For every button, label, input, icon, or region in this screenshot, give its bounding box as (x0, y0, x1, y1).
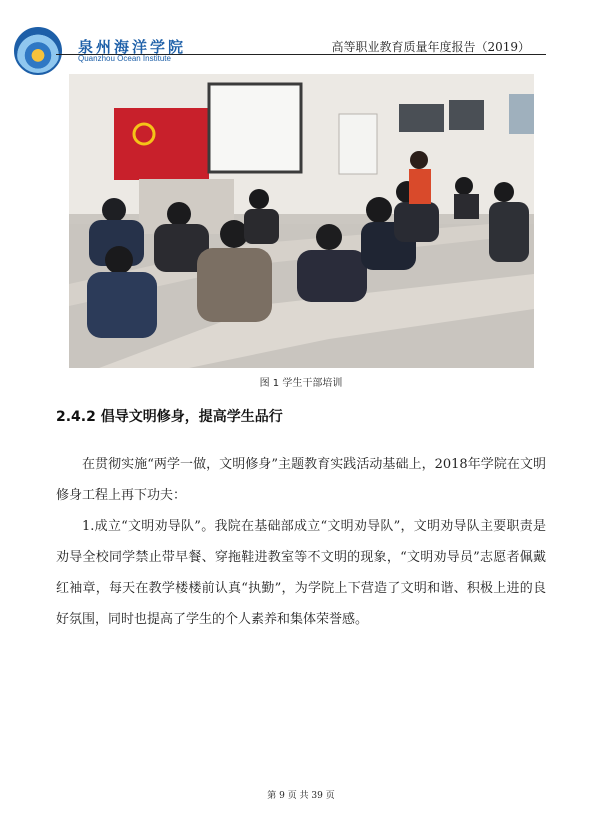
school-name-cn: 泉州海洋学院 (78, 38, 187, 56)
school-logo (14, 27, 62, 75)
school-name-en: Quanzhou Ocean Institute (78, 54, 171, 63)
paragraph-civility-team: 1.成立“文明劝导队”。我院在基础部成立“文明劝导队”，文明劝导队主要职责是劝导全校同学禁止带早餐、穿拖鞋进教室等不文明的现象，“文明劝导员”志愿者佩戴红袖章，每天在教学楼楼前认真“执勤”，为学院上下营造了文明和谐、积极上进的良好氛围，同时也提高了学生的个人素养和集体荣誉感。 (56, 519, 546, 627)
training-photo (69, 74, 534, 368)
figure-caption: 图 1 学生干部培训 (259, 378, 343, 389)
page-header (0, 0, 602, 80)
section-heading: 2.4.2 倡导文明修身，提高学生品行 (56, 409, 283, 425)
page-number: 第 9 页 共 39 页 (267, 791, 335, 801)
party-flag (114, 108, 209, 180)
header-divider (56, 54, 546, 55)
report-title: 高等职业教育质量年度报告（2019） (331, 40, 530, 54)
classroom-scene (69, 74, 534, 368)
paragraph-intro: 在贯彻实施“两学一做，文明修身”主题教育实践活动基础上，2018年学院在文明修身工程上再下功夫： (56, 457, 546, 503)
